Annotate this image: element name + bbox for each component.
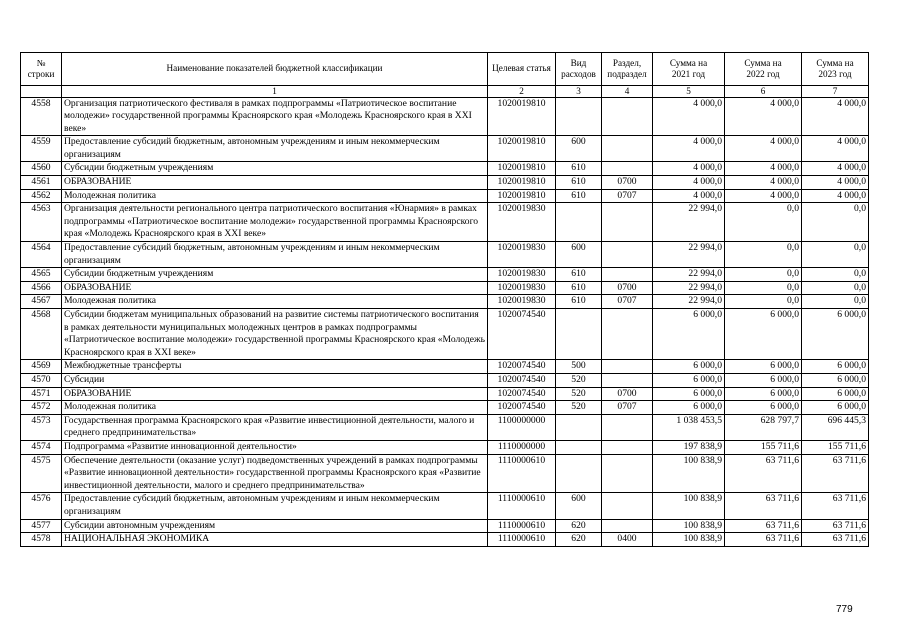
row-number: 4569 bbox=[21, 360, 62, 374]
table-row bbox=[21, 268, 869, 282]
row-sum-2023: 6 000,0 bbox=[802, 401, 869, 415]
row-section: 0700 bbox=[602, 387, 653, 401]
row-name: Молодежная политика bbox=[62, 295, 488, 309]
column-index: 4 bbox=[602, 86, 653, 98]
row-sum-2023: 696 445,3 bbox=[802, 414, 869, 440]
row-sum-2021: 22 994,0 bbox=[653, 295, 725, 309]
row-target: 1020019810 bbox=[488, 162, 556, 176]
row-target: 1020019810 bbox=[488, 136, 556, 162]
row-sum-2022: 6 000,0 bbox=[725, 360, 802, 374]
row-name: Субсидии бюджетным учреждениям bbox=[62, 268, 488, 282]
row-number: 4561 bbox=[21, 176, 62, 190]
row-sum-2021: 197 838,9 bbox=[653, 440, 725, 454]
row-target: 1020019810 bbox=[488, 189, 556, 203]
table-row bbox=[21, 454, 869, 493]
row-sum-2021: 100 838,9 bbox=[653, 519, 725, 533]
row-number: 4571 bbox=[21, 387, 62, 401]
row-name: Субсидии бюджетным учреждениям bbox=[62, 162, 488, 176]
row-expense-type bbox=[556, 309, 602, 360]
row-sum-2022: 63 711,6 bbox=[725, 533, 802, 547]
row-sum-2022: 0,0 bbox=[725, 295, 802, 309]
row-name: Обеспечение деятельности (оказание услуг) подведомственных учреждений в рамках подпрограммы «Развитие инновационной деятельности» государственной программы Красноярского края «Развитие инвестиционной деятельности, малого и среднего предпринимательства» bbox=[62, 454, 488, 493]
row-sum-2021: 4 000,0 bbox=[653, 189, 725, 203]
column-index: 5 bbox=[653, 86, 725, 98]
row-name: Организация деятельности регионального центра патриотического воспитания «Юнармия» в рамках подпрограммы «Патриотическое воспитание молодежи» государственной программы Красноярского края «Молодежь Красноярского края в XXI веке» bbox=[62, 203, 488, 242]
header-sum-2022: Сумма на 2022 год bbox=[725, 53, 802, 86]
row-name: Субсидии bbox=[62, 373, 488, 387]
row-sum-2023: 4 000,0 bbox=[802, 136, 869, 162]
row-expense-type: 610 bbox=[556, 295, 602, 309]
row-number: 4573 bbox=[21, 414, 62, 440]
row-sum-2022: 0,0 bbox=[725, 281, 802, 295]
row-number: 4567 bbox=[21, 295, 62, 309]
row-sum-2023: 4 000,0 bbox=[802, 176, 869, 190]
row-expense-type: 610 bbox=[556, 281, 602, 295]
row-section bbox=[602, 309, 653, 360]
column-index-row bbox=[21, 86, 869, 98]
row-expense-type: 600 bbox=[556, 493, 602, 519]
row-number: 4574 bbox=[21, 440, 62, 454]
row-sum-2021: 1 038 453,5 bbox=[653, 414, 725, 440]
row-number: 4565 bbox=[21, 268, 62, 282]
row-expense-type: 610 bbox=[556, 189, 602, 203]
row-name: ОБРАЗОВАНИЕ bbox=[62, 387, 488, 401]
row-section bbox=[602, 440, 653, 454]
row-name: Межбюджетные трансферты bbox=[62, 360, 488, 374]
row-sum-2022: 0,0 bbox=[725, 203, 802, 242]
column-index: 1 bbox=[62, 86, 488, 98]
row-section bbox=[602, 360, 653, 374]
row-sum-2022: 6 000,0 bbox=[725, 401, 802, 415]
row-sum-2023: 6 000,0 bbox=[802, 360, 869, 374]
header-section: Раздел, подраздел bbox=[602, 53, 653, 86]
row-sum-2022: 6 000,0 bbox=[725, 387, 802, 401]
row-sum-2021: 4 000,0 bbox=[653, 136, 725, 162]
row-number: 4566 bbox=[21, 281, 62, 295]
row-sum-2021: 4 000,0 bbox=[653, 97, 725, 136]
row-sum-2023: 6 000,0 bbox=[802, 387, 869, 401]
row-section bbox=[602, 414, 653, 440]
budget-table bbox=[20, 52, 869, 547]
table-row bbox=[21, 136, 869, 162]
table-row bbox=[21, 360, 869, 374]
row-expense-type: 520 bbox=[556, 401, 602, 415]
row-sum-2023: 6 000,0 bbox=[802, 373, 869, 387]
row-section bbox=[602, 203, 653, 242]
row-number: 4563 bbox=[21, 203, 62, 242]
table-body bbox=[21, 97, 869, 546]
row-target: 1110000610 bbox=[488, 454, 556, 493]
row-sum-2021: 22 994,0 bbox=[653, 268, 725, 282]
row-expense-type: 600 bbox=[556, 136, 602, 162]
row-expense-type bbox=[556, 440, 602, 454]
row-sum-2023: 6 000,0 bbox=[802, 309, 869, 360]
row-target: 1020074540 bbox=[488, 387, 556, 401]
table-row bbox=[21, 401, 869, 415]
row-sum-2021: 6 000,0 bbox=[653, 360, 725, 374]
row-section bbox=[602, 519, 653, 533]
row-sum-2021: 6 000,0 bbox=[653, 373, 725, 387]
column-index: 7 bbox=[802, 86, 869, 98]
row-sum-2023: 0,0 bbox=[802, 268, 869, 282]
row-sum-2021: 22 994,0 bbox=[653, 242, 725, 268]
row-sum-2022: 4 000,0 bbox=[725, 176, 802, 190]
row-sum-2022: 628 797,7 bbox=[725, 414, 802, 440]
row-section bbox=[602, 493, 653, 519]
row-name: Государственная программа Красноярского края «Развитие инвестиционной деятельности, малого и среднего предпринимательства» bbox=[62, 414, 488, 440]
row-sum-2021: 6 000,0 bbox=[653, 387, 725, 401]
row-section: 0707 bbox=[602, 401, 653, 415]
table-row bbox=[21, 295, 869, 309]
table-row bbox=[21, 203, 869, 242]
row-sum-2021: 100 838,9 bbox=[653, 493, 725, 519]
row-target: 1020019830 bbox=[488, 242, 556, 268]
row-expense-type: 610 bbox=[556, 162, 602, 176]
row-target: 1020074540 bbox=[488, 360, 556, 374]
row-sum-2022: 6 000,0 bbox=[725, 373, 802, 387]
row-sum-2023: 63 711,6 bbox=[802, 454, 869, 493]
table-row bbox=[21, 440, 869, 454]
row-name: Субсидии бюджетам муниципальных образований на развитие системы патриотического воспитания в рамках деятельности муниципальных молодежных центров в рамках подпрограммы «Патриотическое воспитание молодежи» государственной программы Красноярского края «Молодежь Красноярского края в XXI веке» bbox=[62, 309, 488, 360]
table-row bbox=[21, 533, 869, 547]
row-section bbox=[602, 373, 653, 387]
row-sum-2023: 4 000,0 bbox=[802, 189, 869, 203]
page-number: 779 bbox=[836, 604, 853, 615]
header-sum-2023: Сумма на 2023 год bbox=[802, 53, 869, 86]
row-sum-2023: 63 711,6 bbox=[802, 493, 869, 519]
row-target: 1020019810 bbox=[488, 176, 556, 190]
row-expense-type: 610 bbox=[556, 268, 602, 282]
row-sum-2022: 6 000,0 bbox=[725, 309, 802, 360]
row-expense-type bbox=[556, 454, 602, 493]
row-number: 4577 bbox=[21, 519, 62, 533]
budget-sheet bbox=[20, 52, 868, 547]
row-expense-type: 620 bbox=[556, 533, 602, 547]
row-sum-2022: 0,0 bbox=[725, 242, 802, 268]
table-row bbox=[21, 97, 869, 136]
row-sum-2022: 63 711,6 bbox=[725, 493, 802, 519]
row-name: Субсидии автономным учреждениям bbox=[62, 519, 488, 533]
row-name: Молодежная политика bbox=[62, 401, 488, 415]
row-name: Организация патриотического фестиваля в рамках подпрограммы «Патриотическое воспитание молодежи» государственной программы Красноярского края «Молодежь Красноярского края в XXI веке» bbox=[62, 97, 488, 136]
row-number: 4578 bbox=[21, 533, 62, 547]
row-section: 0700 bbox=[602, 281, 653, 295]
row-section: 0707 bbox=[602, 295, 653, 309]
column-index: 3 bbox=[556, 86, 602, 98]
row-section bbox=[602, 268, 653, 282]
row-target: 1110000610 bbox=[488, 493, 556, 519]
row-sum-2022: 63 711,6 bbox=[725, 454, 802, 493]
row-number: 4560 bbox=[21, 162, 62, 176]
table-row bbox=[21, 373, 869, 387]
header-name: Наименование показателей бюджетной классификации bbox=[62, 53, 488, 86]
row-sum-2021: 6 000,0 bbox=[653, 401, 725, 415]
row-sum-2023: 0,0 bbox=[802, 242, 869, 268]
row-target: 1020074540 bbox=[488, 401, 556, 415]
row-number: 4568 bbox=[21, 309, 62, 360]
column-index: 6 bbox=[725, 86, 802, 98]
row-section bbox=[602, 162, 653, 176]
row-name: ОБРАЗОВАНИЕ bbox=[62, 281, 488, 295]
row-sum-2023: 0,0 bbox=[802, 281, 869, 295]
row-target: 1110000610 bbox=[488, 519, 556, 533]
row-name: Предоставление субсидий бюджетным, автономным учреждениям и иным некоммерческим организациям bbox=[62, 493, 488, 519]
header-target: Целевая статья bbox=[488, 53, 556, 86]
row-target: 1020019830 bbox=[488, 295, 556, 309]
table-row bbox=[21, 309, 869, 360]
row-sum-2021: 4 000,0 bbox=[653, 176, 725, 190]
header-sum-2021: Сумма на 2021 год bbox=[653, 53, 725, 86]
row-number: 4562 bbox=[21, 189, 62, 203]
row-number: 4575 bbox=[21, 454, 62, 493]
row-section bbox=[602, 136, 653, 162]
row-number: 4564 bbox=[21, 242, 62, 268]
table-header bbox=[21, 53, 869, 86]
row-sum-2022: 0,0 bbox=[725, 268, 802, 282]
row-name: Молодежная политика bbox=[62, 189, 488, 203]
row-target: 1110000610 bbox=[488, 533, 556, 547]
row-target: 1020019810 bbox=[488, 97, 556, 136]
row-sum-2021: 4 000,0 bbox=[653, 162, 725, 176]
row-sum-2023: 0,0 bbox=[802, 295, 869, 309]
row-section: 0707 bbox=[602, 189, 653, 203]
table-row bbox=[21, 242, 869, 268]
row-target: 1020019830 bbox=[488, 203, 556, 242]
row-sum-2022: 4 000,0 bbox=[725, 189, 802, 203]
table-row bbox=[21, 387, 869, 401]
row-expense-type: 620 bbox=[556, 519, 602, 533]
row-expense-type: 600 bbox=[556, 242, 602, 268]
table-row bbox=[21, 493, 869, 519]
table-row bbox=[21, 414, 869, 440]
row-sum-2023: 155 711,6 bbox=[802, 440, 869, 454]
row-number: 4559 bbox=[21, 136, 62, 162]
row-name: Предоставление субсидий бюджетным, автономным учреждениям и иным некоммерческим организациям bbox=[62, 242, 488, 268]
row-sum-2023: 0,0 bbox=[802, 203, 869, 242]
row-sum-2022: 4 000,0 bbox=[725, 162, 802, 176]
row-expense-type: 500 bbox=[556, 360, 602, 374]
header-expense-type: Вид расходов bbox=[556, 53, 602, 86]
row-number: 4576 bbox=[21, 493, 62, 519]
row-sum-2022: 4 000,0 bbox=[725, 136, 802, 162]
row-expense-type bbox=[556, 97, 602, 136]
row-sum-2021: 100 838,9 bbox=[653, 454, 725, 493]
row-number: 4572 bbox=[21, 401, 62, 415]
row-section bbox=[602, 454, 653, 493]
row-expense-type: 520 bbox=[556, 373, 602, 387]
row-sum-2023: 4 000,0 bbox=[802, 97, 869, 136]
row-sum-2023: 63 711,6 bbox=[802, 533, 869, 547]
row-name: Подпрограмма «Развитие инновационной деятельности» bbox=[62, 440, 488, 454]
row-expense-type bbox=[556, 203, 602, 242]
row-expense-type: 520 bbox=[556, 387, 602, 401]
row-number: 4570 bbox=[21, 373, 62, 387]
row-sum-2023: 63 711,6 bbox=[802, 519, 869, 533]
column-index bbox=[21, 86, 62, 98]
row-sum-2021: 100 838,9 bbox=[653, 533, 725, 547]
row-sum-2021: 22 994,0 bbox=[653, 281, 725, 295]
row-section bbox=[602, 97, 653, 136]
row-name: НАЦИОНАЛЬНАЯ ЭКОНОМИКА bbox=[62, 533, 488, 547]
row-sum-2022: 63 711,6 bbox=[725, 519, 802, 533]
row-name: ОБРАЗОВАНИЕ bbox=[62, 176, 488, 190]
row-target: 1110000000 bbox=[488, 440, 556, 454]
row-section bbox=[602, 242, 653, 268]
row-section: 0700 bbox=[602, 176, 653, 190]
row-target: 1020019830 bbox=[488, 268, 556, 282]
row-sum-2021: 22 994,0 bbox=[653, 203, 725, 242]
row-sum-2023: 4 000,0 bbox=[802, 162, 869, 176]
table-row bbox=[21, 162, 869, 176]
row-expense-type bbox=[556, 414, 602, 440]
table-row bbox=[21, 189, 869, 203]
row-target: 1020074540 bbox=[488, 309, 556, 360]
row-sum-2022: 155 711,6 bbox=[725, 440, 802, 454]
table-row bbox=[21, 519, 869, 533]
table-row bbox=[21, 176, 869, 190]
header-row-number: № строки bbox=[21, 53, 62, 86]
row-section: 0400 bbox=[602, 533, 653, 547]
row-sum-2021: 6 000,0 bbox=[653, 309, 725, 360]
row-target: 1020019830 bbox=[488, 281, 556, 295]
row-sum-2022: 4 000,0 bbox=[725, 97, 802, 136]
table-row bbox=[21, 281, 869, 295]
column-index: 2 bbox=[488, 86, 556, 98]
row-target: 1020074540 bbox=[488, 373, 556, 387]
row-number: 4558 bbox=[21, 97, 62, 136]
row-name: Предоставление субсидий бюджетным, автономным учреждениям и иным некоммерческим организациям bbox=[62, 136, 488, 162]
row-expense-type: 610 bbox=[556, 176, 602, 190]
row-target: 1100000000 bbox=[488, 414, 556, 440]
